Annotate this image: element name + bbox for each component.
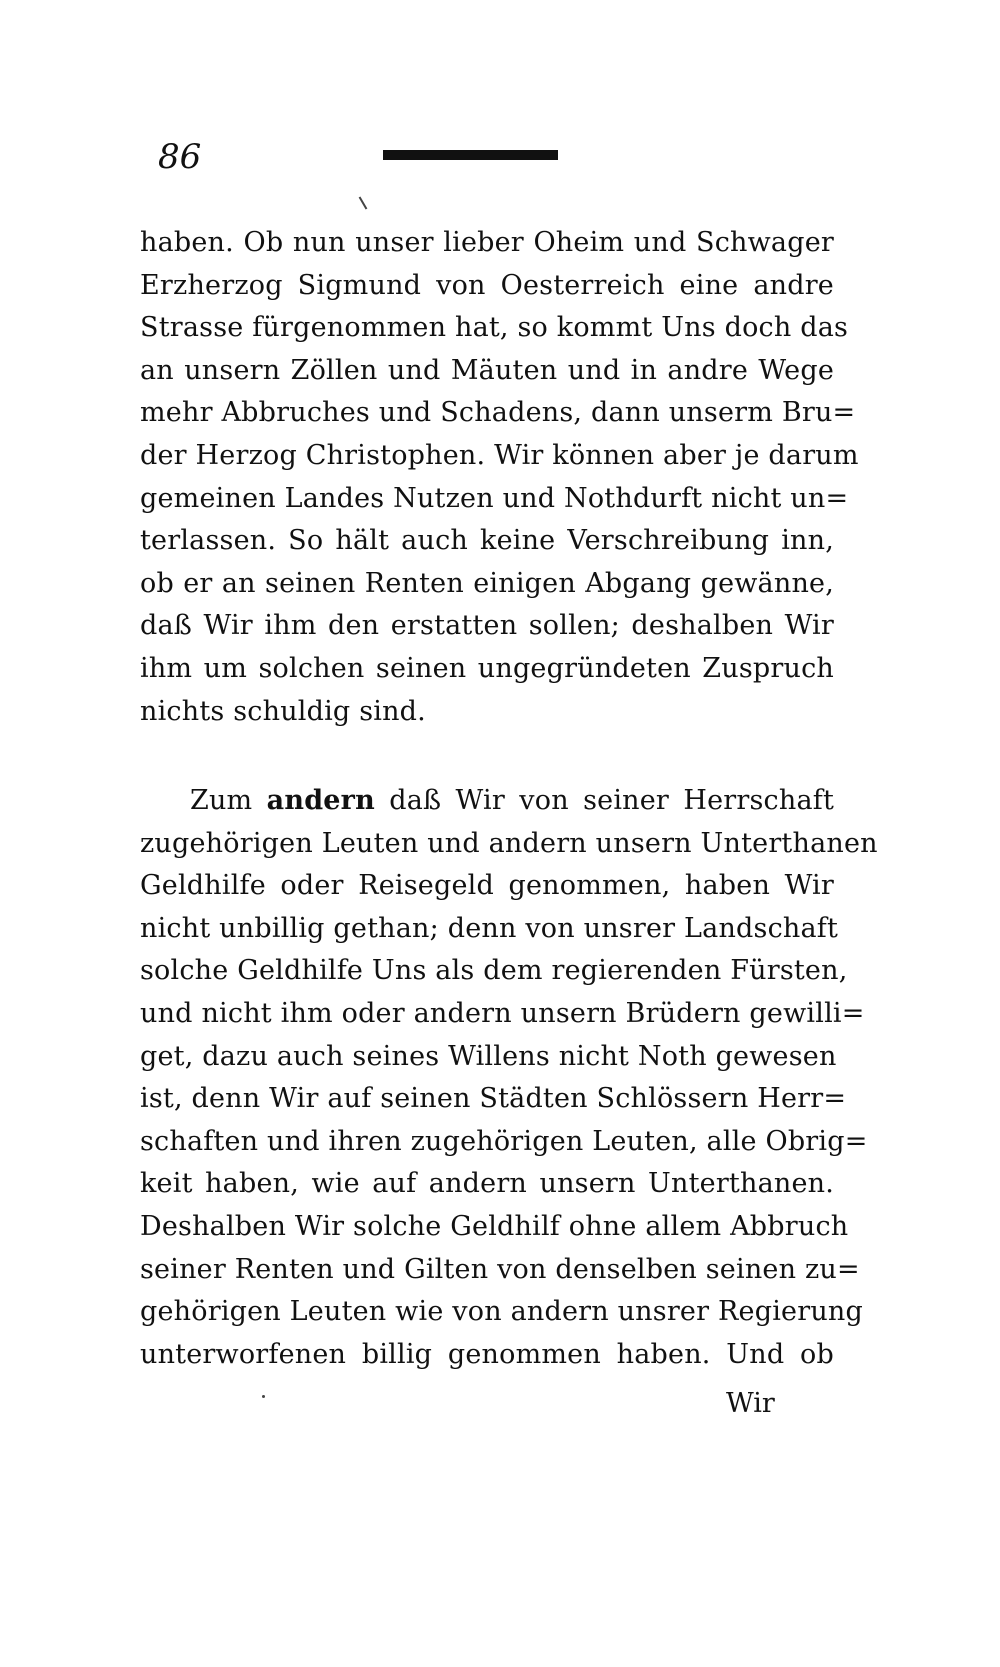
text-line: ob er an seinen Renten einigen Abgang gewänne,: [140, 567, 834, 599]
paragraph-2: [140, 780, 878, 1376]
text-line: und nicht ihm oder andern unsern Brüdern gewilli=: [140, 997, 865, 1029]
text-line: nicht unbillig gethan; denn von unsrer Landschaft: [140, 912, 839, 944]
text-line: seiner Renten und Gilten von denselben seinen zu=: [140, 1253, 860, 1285]
text-line: daß Wir ihm den erstatten sollen; deshalben Wir: [140, 610, 834, 642]
stray-dot: [262, 1395, 265, 1398]
text-line: nichts schuldig sind.: [140, 695, 426, 727]
text-line: keit haben, wie auf andern unsern Unterthanen.: [140, 1168, 834, 1200]
text-line: get, dazu auch seines Willens nicht Noth gewesen: [140, 1040, 837, 1072]
catchword: Wir: [726, 1388, 775, 1419]
text-line: terlassen. So hält auch keine Verschreibung inn,: [140, 525, 834, 557]
text-line: mehr Abbruches und Schadens, dann unserm Bru=: [140, 397, 856, 429]
text-line: der Herzog Christophen. Wir können aber je darum: [140, 439, 859, 471]
text-line: Deshalben Wir solche Geldhilf ohne allem Abbruch: [140, 1210, 849, 1242]
text-rest: daß Wir von seiner Herrschaft: [374, 785, 834, 816]
header-rule: [383, 150, 558, 160]
text-line: unterworfenen billig genommen haben. Und ob: [140, 1338, 834, 1370]
text-line: schaften und ihren zugehörigen Leuten, alle Obrig=: [140, 1125, 868, 1157]
paragraph-1: [140, 222, 859, 733]
text-line: gehörigen Leuten wie von andern unsrer Regierung: [140, 1296, 863, 1328]
text-line: ihm um solchen seinen ungegründeten Zuspruch: [140, 652, 834, 684]
text-line: Erzherzog Sigmund von Oesterreich eine andre: [140, 269, 834, 301]
text-line: an unsern Zöllen und Mäuten und in andre Wege: [140, 354, 834, 386]
text-line-first: [140, 780, 834, 823]
emphasis-word: andern: [266, 785, 375, 816]
text-lead: Zum: [190, 785, 267, 816]
page-number: 86: [158, 137, 202, 177]
text-line: zugehörigen Leuten und andern unsern Unterthanen: [140, 827, 878, 859]
stray-mark: [359, 196, 368, 209]
text-line: solche Geldhilfe Uns als dem regierenden Fürsten,: [140, 955, 848, 987]
text-line: Strasse fürgenommen hat, so kommt Uns doch das: [140, 312, 849, 344]
text-line: ist, denn Wir auf seinen Städten Schlössern Herr=: [140, 1083, 847, 1115]
text-line: gemeinen Landes Nutzen und Nothdurft nicht un=: [140, 482, 849, 514]
text-line: haben. Ob nun unser lieber Oheim und Schwager: [140, 227, 834, 258]
text-line: Geldhilfe oder Reisegeld genommen, haben Wir: [140, 870, 834, 902]
